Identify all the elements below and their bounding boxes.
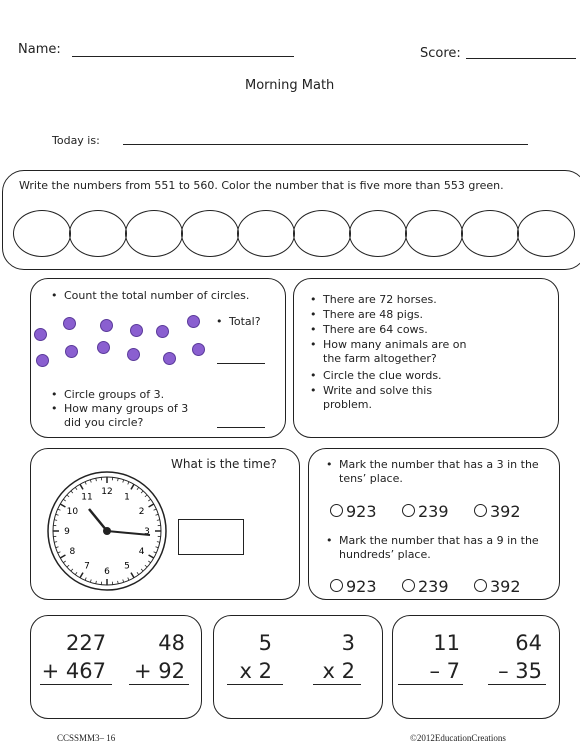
purple-dot	[192, 343, 205, 356]
sub-b-line	[488, 684, 546, 685]
clock-number: 2	[138, 507, 145, 517]
clock-tick	[96, 478, 97, 481]
clock-tick	[137, 572, 139, 574]
clock-tick	[90, 580, 91, 583]
number-oval[interactable]	[461, 210, 519, 257]
purple-dot	[63, 317, 76, 330]
radio-circle[interactable]	[402, 579, 415, 592]
purple-dot	[65, 345, 78, 358]
clock-tick	[54, 520, 57, 521]
mul-a-line	[227, 684, 283, 685]
option-label: 923	[346, 502, 377, 521]
purple-dot	[163, 352, 176, 365]
option-label: 392	[490, 577, 521, 596]
name-label: Name:	[18, 42, 61, 57]
number-oval[interactable]	[13, 210, 71, 257]
radio-circle[interactable]	[474, 579, 487, 592]
total-label: • Total?	[229, 315, 261, 329]
page-title: Morning Math	[245, 78, 335, 93]
animals-line-5: • Circle the clue words.	[323, 369, 442, 383]
number-oval[interactable]	[293, 210, 351, 257]
clock-tick	[118, 581, 119, 584]
today-label: Today is:	[52, 134, 100, 147]
clock-tick	[58, 509, 61, 510]
clock-number: 8	[69, 547, 76, 557]
clock-tick	[128, 578, 129, 581]
clock-tick	[148, 561, 150, 563]
clock-tick	[148, 499, 150, 501]
sub-a-bottom: – 7	[429, 659, 460, 683]
number-oval[interactable]	[349, 210, 407, 257]
clock-tick	[67, 565, 69, 567]
animals-line-2: • There are 48 pigs.	[323, 308, 423, 322]
total-answer-line[interactable]	[217, 363, 265, 364]
clock-tick	[149, 555, 154, 558]
clock-tick	[154, 552, 157, 553]
purple-dot	[36, 354, 49, 367]
clock-tick	[75, 487, 77, 489]
clock-tick	[154, 509, 157, 510]
radio-circle[interactable]	[330, 579, 343, 592]
purple-dot	[187, 315, 200, 328]
option-392-b[interactable]	[474, 577, 521, 596]
add-b-bottom: + 92	[134, 659, 185, 683]
clock-tick	[96, 581, 97, 584]
animals-line-6: • Write and solve this problem.	[323, 384, 453, 412]
clock-number: 4	[138, 547, 145, 557]
clock-tick	[54, 542, 57, 543]
clock-question: What is the time?	[171, 457, 277, 471]
add-a-top: 227	[66, 631, 107, 655]
option-label: 239	[418, 577, 449, 596]
clock-tick	[141, 569, 143, 571]
add-b-line	[129, 684, 189, 685]
number-oval[interactable]	[69, 210, 127, 257]
clock-tick	[131, 573, 134, 578]
name-field[interactable]	[72, 56, 294, 57]
option-392-a[interactable]	[474, 502, 521, 521]
circles-instruction-1: • Count the total number of circles.	[64, 289, 249, 303]
footer-copyright: ©2012EducationCreations	[410, 733, 506, 743]
clock-tick	[118, 478, 119, 481]
mul-b-top: 3	[341, 631, 355, 655]
clock-tick	[123, 480, 124, 483]
clock-tick	[63, 561, 65, 563]
clock-tick	[149, 504, 154, 507]
clock-tick	[85, 482, 86, 485]
clock-number: 11	[81, 492, 93, 503]
sub-b-top: 64	[515, 631, 542, 655]
groups-answer-line[interactable]	[217, 427, 265, 428]
option-923-b[interactable]	[330, 577, 377, 596]
number-oval[interactable]	[517, 210, 575, 257]
clock-tick	[56, 547, 59, 548]
mul-b-bottom: x 2	[322, 659, 355, 683]
purple-dot	[130, 324, 143, 337]
place-question-1: • Mark the number that has a 3 in the tens’ place.	[339, 458, 539, 486]
clock-tick	[141, 491, 143, 493]
clock-tick	[145, 495, 147, 497]
clock-number: 12	[101, 487, 113, 497]
clock-number: 5	[124, 561, 130, 572]
score-field[interactable]	[466, 58, 576, 59]
add-b-top: 48	[158, 631, 185, 655]
clock-number: 6	[104, 567, 110, 577]
option-923-a[interactable]	[330, 502, 377, 521]
time-answer-box[interactable]	[178, 519, 244, 555]
clock-tick	[128, 482, 129, 485]
clock-tick	[90, 480, 91, 483]
radio-circle[interactable]	[402, 504, 415, 517]
clock-tick	[80, 573, 83, 578]
hour-hand	[89, 509, 107, 531]
clock-number: 9	[64, 527, 70, 537]
option-label: 239	[418, 502, 449, 521]
clock-number: 7	[84, 561, 90, 572]
clock-tick	[157, 542, 160, 543]
clock-number: 3	[144, 527, 150, 537]
clock-tick	[156, 514, 159, 515]
purple-dot	[34, 328, 47, 341]
number-oval[interactable]	[237, 210, 295, 257]
radio-circle[interactable]	[474, 504, 487, 517]
clock-tick	[75, 572, 77, 574]
mul-b-line	[313, 684, 361, 685]
number-oval[interactable]	[125, 210, 183, 257]
footer-code: CCSSMM3– 16	[57, 733, 116, 743]
purple-dot	[156, 325, 169, 338]
place-question-2: • Mark the number that has a 9 in the hundreds’ place.	[339, 534, 544, 562]
clock-tick	[71, 491, 73, 493]
clock-tick	[123, 580, 124, 583]
score-label: Score:	[420, 46, 461, 61]
add-a-line	[40, 684, 112, 685]
clock-number: 10	[66, 507, 79, 517]
mul-a-top: 5	[258, 631, 272, 655]
clock-tick	[85, 578, 86, 581]
clock-tick	[145, 565, 147, 567]
option-239-a[interactable]	[402, 502, 449, 521]
purple-dot	[100, 319, 113, 332]
sub-b-bottom: – 35	[498, 659, 542, 683]
add-a-bottom: + 467	[41, 659, 106, 683]
sub-a-top: 11	[433, 631, 460, 655]
clock-tick	[156, 547, 159, 548]
circles-instruction-2: • Circle groups of 3.	[64, 388, 164, 402]
purple-dot	[127, 348, 140, 361]
sequence-instruction: Write the numbers from 551 to 560. Color the number that is five more than 553 green.	[19, 179, 504, 192]
clock-tick	[137, 487, 139, 489]
number-oval[interactable]	[405, 210, 463, 257]
sub-a-line	[398, 684, 463, 685]
number-oval[interactable]	[181, 210, 239, 257]
option-label: 923	[346, 577, 377, 596]
clock-tick	[71, 569, 73, 571]
clock-number: 1	[124, 492, 130, 503]
purple-dot	[97, 341, 110, 354]
analog-clock	[46, 470, 168, 592]
clock-tick	[67, 495, 69, 497]
option-239-b[interactable]	[402, 577, 449, 596]
clock-tick	[157, 520, 160, 521]
clock-tick	[56, 514, 59, 515]
mul-a-bottom: x 2	[239, 659, 272, 683]
clock-tick	[131, 484, 134, 489]
animals-line-4: • How many animals are on the farm altogether?	[323, 338, 473, 366]
clock-tick	[63, 499, 65, 501]
clock-tick	[60, 555, 65, 558]
clock-tick	[58, 552, 61, 553]
clock-tick	[60, 504, 65, 507]
animals-line-3: • There are 64 cows.	[323, 323, 428, 337]
option-label: 392	[490, 502, 521, 521]
radio-circle[interactable]	[330, 504, 343, 517]
date-field[interactable]	[123, 144, 528, 145]
animals-line-1: • There are 72 horses.	[323, 293, 437, 307]
circles-instruction-3: • How many groups of 3 did you circle?	[64, 402, 194, 430]
clock-tick	[80, 484, 83, 489]
